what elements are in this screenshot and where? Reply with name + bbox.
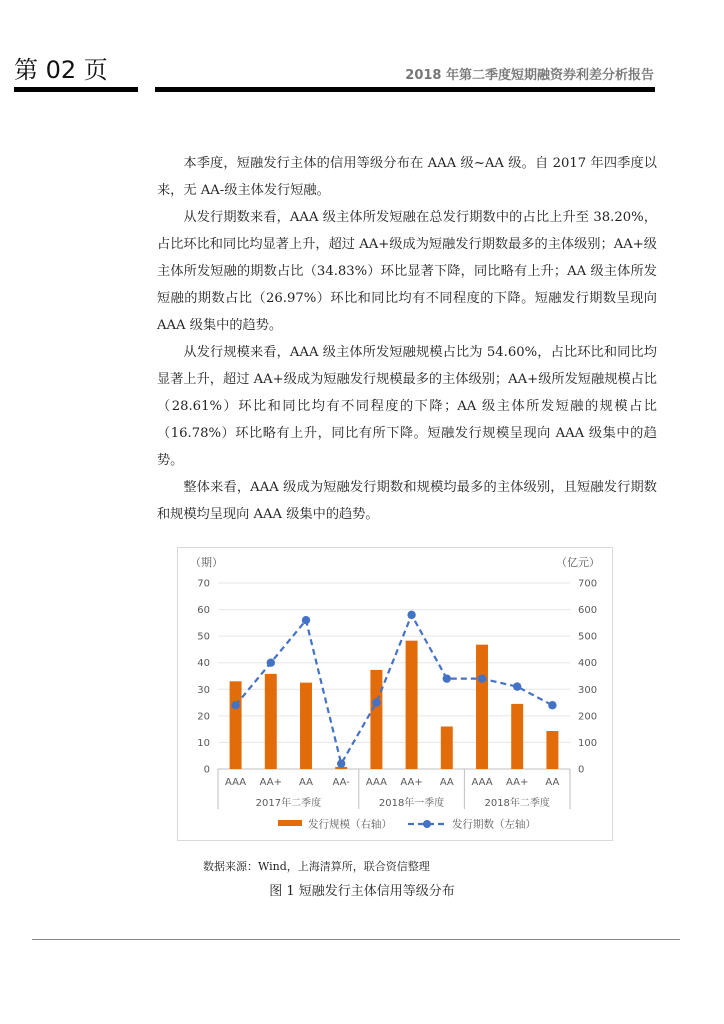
right-tick-label: 500 [578,631,598,643]
bar [406,641,418,769]
group-label: 2017年二季度 [255,798,322,809]
line-point [372,698,380,706]
paragraph-1: 本季度，短融发行主体的信用等级分布在 AAA 级~AA 级。自 2017 年四季度以来，无 AA-级主体发行短融。 [157,156,657,198]
line-point [267,659,275,667]
right-tick-label: 700 [578,578,598,590]
line-point [337,759,345,767]
left-tick-label: 20 [197,711,210,723]
right-tick-label: 300 [578,684,598,696]
line-point [407,611,415,619]
left-tick-label: 0 [203,764,210,776]
line-point [231,701,239,709]
line-point [443,674,451,682]
right-axis-label: （亿元） [556,556,600,569]
paragraph-3: 从发行规模来看，AAA 级主体所发短融规模占比为 54.60%，占比环比和同比均显著上升，超过 AA+级成为短融发行规模最多的主体级别；AA+级所发短融规模占比（28.61%）环比和同比均有不同程度的下降；AA 级主体所发短融的规模占比（16.78%）环比略有上升，同比有所下降。短融发行规模呈现向 AAA 级集中的趋势。 [157,345,657,468]
left-tick-label: 50 [197,631,210,643]
legend-label-line: 发行期数（左轴） [452,818,536,831]
line-point [513,682,521,690]
chart-svg [178,548,612,840]
legend-label-bar: 发行规模（右轴） [308,818,392,831]
bar [230,681,242,769]
category-label: AA [545,777,560,788]
footer-rule [32,939,680,940]
bar [511,704,523,769]
category-label: AA- [332,777,350,788]
right-tick-label: 200 [578,711,598,723]
bar [476,645,488,769]
page-number: 第 02 页 [14,56,108,84]
data-source: 数据来源：Wind，上海清算所，联合资信整理 [203,860,430,873]
bar [441,726,453,769]
header-rule-right [155,87,655,92]
category-label: AAA [225,777,247,788]
line-point [548,701,556,709]
category-label: AA+ [400,777,423,788]
header-rule-left [14,87,138,92]
category-label: AA+ [506,777,529,788]
report-title: 2018 年第二季度短期融资券利差分析报告 [405,68,654,83]
bar [300,683,312,769]
left-axis-label: （期） [190,556,223,569]
paragraph-4: 整体来看，AAA 级成为短融发行期数和规模均最多的主体级别，且短融发行期数和规模均呈现向 AAA 级集中的趋势。 [157,480,657,522]
left-tick-label: 30 [197,684,210,696]
paragraph-2: 从发行期数来看，AAA 级主体所发短融在总发行期数中的占比上升至 38.20%，占比环比和同比均显著上升，超过 AA+级成为短融发行期数最多的主体级别；AA+级主体所发短融的期数占比（34.83%）环比显著下降，同比略有上升；AA 级主体所发短融的期数占比（26.97%）环比和同比均有不同程度的下降。短融发行期数呈现向 AAA 级集中的趋势。 [157,210,657,333]
left-tick-label: 70 [197,578,210,590]
group-label: 2018年二季度 [484,798,550,809]
right-tick-label: 400 [578,658,598,670]
body-text [157,150,657,528]
left-tick-label: 10 [197,737,210,749]
category-label: AA+ [259,777,282,788]
legend-swatch-bar [278,820,302,826]
category-label: AAA [365,777,387,788]
group-label: 2018年一季度 [378,798,445,809]
line-point [302,616,310,624]
bar [370,670,382,769]
right-tick-label: 0 [578,764,585,776]
right-tick-label: 600 [578,605,598,617]
chart-container [177,547,613,841]
bar [546,731,558,769]
line-point [478,674,486,682]
legend-marker-line [423,820,431,828]
category-label: AA [439,777,454,788]
right-tick-label: 100 [578,737,598,749]
left-tick-label: 40 [197,658,210,670]
category-label: AAA [471,777,493,788]
category-label: AA [299,777,313,788]
left-tick-label: 60 [197,605,210,617]
figure-caption: 图 1 短融发行主体信用等级分布 [269,884,455,899]
bar [265,674,277,769]
